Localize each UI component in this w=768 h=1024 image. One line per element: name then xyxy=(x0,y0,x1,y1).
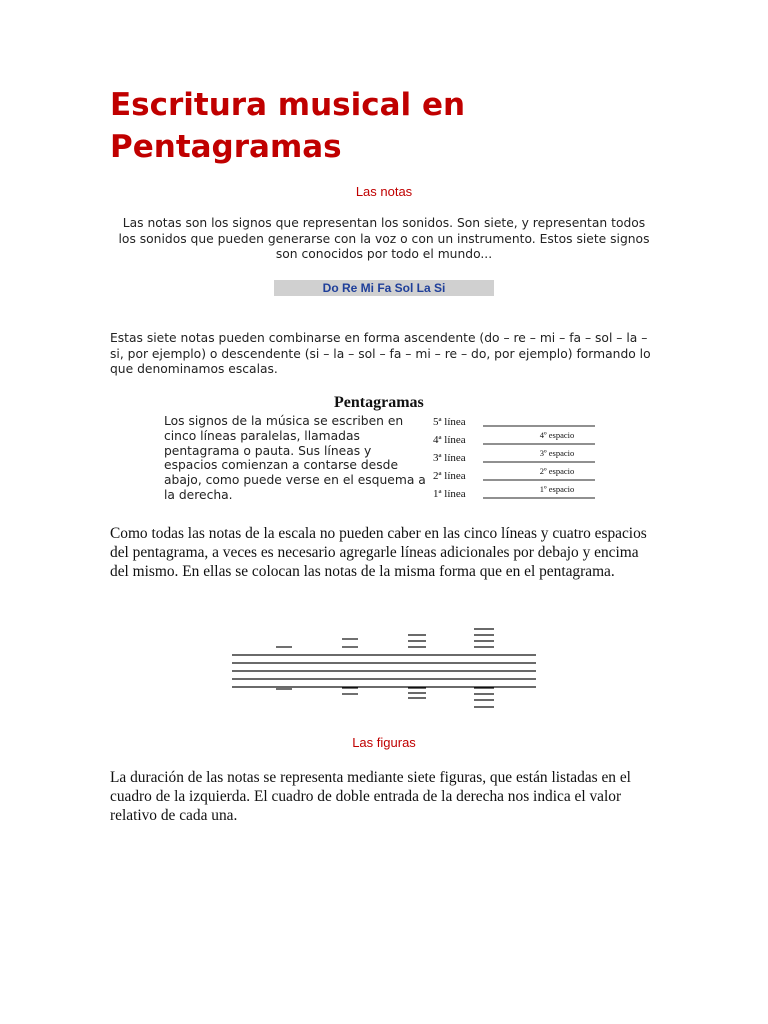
staff-line-label: 2ª línea xyxy=(433,470,466,482)
ledger-lines-paragraph: Como todas las notas de la escala no pueden caber en las cinco líneas y cuatro espacios del pentagrama, a veces es necesario agregarle líneas adicionales por debajo y encima del mismo. En ellas se colocan las notas de la misma forma que en el pentagrama. xyxy=(110,525,647,580)
intro-paragraph: Las notas son los signos que representan los sonidos. Son siete, y representan todos los sonidos que pueden generarse con la voz o con un instrumento. Estos siete signos son conocidos por todo el mundo... xyxy=(118,216,650,261)
ledger-lines-diagram xyxy=(232,624,536,716)
staff-diagram xyxy=(433,410,603,506)
staff-space-label: 1º espacio xyxy=(539,484,575,494)
staff-space-label: 2º espacio xyxy=(539,466,575,476)
scales-paragraph: Estas siete notas pueden combinarse en forma ascendente (do – re – mi – fa – sol – la – si, por ejemplo) o descendente (si – la – sol – fa – mi – re – do, por ejemplo) formando lo que denominamos escalas. xyxy=(110,331,651,376)
section-heading-notas: Las notas xyxy=(355,184,413,199)
section-heading-figuras: Las figuras xyxy=(352,735,416,750)
staff-line-label: 4ª línea xyxy=(433,434,466,446)
staff-line-label: 5ª línea xyxy=(433,416,466,428)
notes-banner: Do Re Mi Fa Sol La Si xyxy=(274,280,494,296)
pentagramas-title: Pentagramas xyxy=(334,394,424,411)
figures-paragraph: La duración de las notas se representa mediante siete figuras, que están listadas en el cuadro de la izquierda. El cuadro de doble entrada de la derecha nos indica el valor relativo de cada una. xyxy=(110,769,631,824)
staff-space-label: 3º espacio xyxy=(539,448,575,458)
staff-space-label: 4º espacio xyxy=(539,430,575,440)
staff-line-label: 3ª línea xyxy=(433,452,466,464)
pentagramas-text: Los signos de la música se escriben en cinco líneas paralelas, llamadas pentagrama o pauta. Sus líneas y espacios comienzan a contarse desde abajo, como puede verse en el esquema a la derecha. xyxy=(164,414,426,502)
page-title: Escritura musical en Pentagramas xyxy=(110,87,466,165)
ledger-lines-above xyxy=(276,629,494,647)
ledger-lines-below xyxy=(276,688,494,707)
staff-line-label: 1ª línea xyxy=(433,488,466,500)
